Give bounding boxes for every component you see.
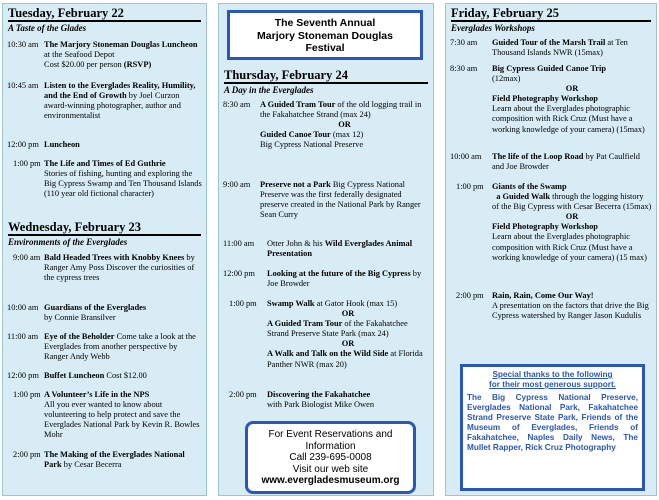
contact-phone: Call 239-695-0008 — [289, 452, 372, 463]
event-time: 7:30 am — [450, 38, 478, 47]
event-cost: Cost $20.00 per person — [44, 60, 124, 70]
event-capacity: (12max) — [492, 74, 521, 84]
event-time: 1:00 pm — [13, 159, 41, 168]
event-time: 10:00 am — [7, 303, 39, 312]
festival-title-box — [227, 10, 423, 60]
event-title: A Volunteer’s Life in the NPS — [44, 390, 150, 399]
or-divider: OR — [341, 339, 355, 349]
event-title: Rain, Rain, Come Our Way! — [492, 291, 594, 300]
thanks-heading-line: for their most generous support. — [489, 380, 616, 389]
event-title: The Life and Times of Ed Guthrie — [44, 159, 166, 168]
event-time: 11:00 am — [223, 239, 255, 248]
event-desc: at Florida Panther NWR (max 20) — [267, 349, 423, 369]
event-time: 10:00 am — [450, 152, 482, 161]
festival-title-line: Festival — [305, 42, 345, 54]
event-desc: Big Cypress National Preserve — [260, 140, 364, 150]
panel-tuesday-wednesday — [2, 3, 207, 496]
event-wed-1200 — [7, 371, 202, 381]
event-title: Guided Canoe Tour — [260, 130, 331, 140]
event-desc: by Connie Bransilver — [44, 313, 116, 323]
day-subtitle-wednesday: Environments of the Everglades — [8, 237, 128, 247]
event-wed-0100 — [7, 390, 202, 440]
event-title: Giants of the Swamp — [492, 182, 567, 191]
event-title: A Walk and Talk on the Wild Side — [267, 349, 389, 359]
thanks-heading-line: Special thanks to the following — [492, 370, 613, 379]
day-heading-tuesday: Tuesday, February 22 — [8, 4, 201, 22]
thanks-heading — [467, 370, 638, 390]
event-desc: Learn about the Everglades photographic composition with Rick Cruz (Must have a working knowledge of your camera) (15 max) — [492, 232, 647, 262]
event-tue-1045 — [7, 81, 202, 121]
event-thu-1100 — [223, 239, 429, 259]
day-heading-wednesday: Wednesday, February 23 — [8, 218, 201, 236]
event-desc: through the logging history of the Big Cypress with Cesar Becerra (15max) — [492, 192, 652, 212]
event-desc: Cost $12.00 — [104, 371, 147, 380]
event-desc: by Cesar Becerra — [61, 460, 122, 470]
event-title: Guardians of the Everglades — [44, 303, 147, 312]
event-desc: with Park Biologist Mike Owen — [267, 400, 375, 410]
event-time: 2:00 pm — [456, 291, 484, 300]
event-capacity: (max 24) — [340, 110, 371, 120]
event-desc: Come take a look at the Everglades from another perspective by Ranger Andy Webb — [44, 332, 196, 362]
event-thu-0900 — [223, 180, 429, 220]
website-link[interactable]: www.evergladesmuseum.org — [261, 475, 400, 486]
event-fri-0100 — [450, 182, 652, 263]
contact-info-box — [245, 421, 416, 494]
event-desc: at Ten Thousand Islands NWR (15max) — [492, 38, 628, 58]
festival-title-line: The Seventh Annual — [274, 17, 376, 29]
event-desc: by Pat Caulfield and Joe Browder — [492, 152, 640, 172]
event-fri-1000 — [450, 152, 652, 172]
event-title: The Marjory Stoneman Douglas Luncheon — [44, 40, 198, 49]
event-capacity: (max 12) — [330, 130, 364, 140]
event-time: 8:30 am — [223, 100, 251, 109]
event-desc: of the old logging trail in the Fakahatchee Strand — [260, 100, 422, 120]
event-wed-0900 — [7, 253, 202, 283]
sponsors-thanks-box — [460, 364, 645, 491]
event-desc: Learn about the Everglades photographic composition with Rick Cruz (Must have a working knowledge of your camera) (15max) — [492, 104, 645, 134]
contact-line: Information — [305, 440, 356, 452]
event-title: Listen to the Everglades Reality, Humility, and the End of Growth — [44, 81, 196, 101]
or-divider: OR — [341, 309, 355, 319]
event-time: 10:30 am — [7, 40, 39, 49]
or-divider: OR — [565, 212, 579, 222]
event-tue-1030 — [7, 40, 202, 70]
event-fri-0730 — [450, 38, 652, 58]
event-title: Big Cypress Guided Canoe Trip — [492, 64, 607, 73]
event-desc: Otter John & his — [267, 239, 325, 248]
event-desc: Big Cypress National Preserve was the first federally designated preserve created in the National Park by Ranger Sean Curry — [260, 180, 421, 220]
event-time: 1:00 pm — [229, 299, 257, 308]
event-desc: at the Seafood Depot — [44, 50, 115, 60]
event-wed-1000 — [7, 303, 202, 323]
event-time: 12:00 pm — [7, 140, 39, 149]
event-title: Swamp Walk — [267, 299, 315, 308]
event-wed-0200 — [7, 450, 202, 470]
event-wed-1100 — [7, 332, 202, 362]
event-title: Eye of the Beholder — [44, 332, 115, 341]
event-title: Luncheon — [44, 140, 80, 149]
event-title: Bald Headed Trees with Knobby Knees — [44, 253, 185, 262]
festival-title-line: Marjory Stoneman Douglas — [257, 29, 393, 42]
event-tue-0100 — [7, 159, 202, 199]
event-time: 1:00 pm — [456, 182, 484, 191]
or-divider: OR — [338, 120, 351, 130]
event-desc: All you ever wanted to know about volunteering to help protect and save the Everglades National Park by Kevin R. Bowles Mohr — [44, 400, 200, 440]
day-heading-thursday: Thursday, February 24 — [224, 66, 428, 84]
event-desc: of the Fakahatchee Strand Preserve State Park (max 24) — [267, 319, 408, 339]
event-time: 12:00 pm — [223, 269, 255, 278]
event-time: 9:00 am — [13, 253, 41, 262]
thursday-section — [219, 66, 433, 95]
event-fri-0200 — [450, 291, 652, 321]
event-desc: A presentation on the factors that drive the Big Cypress watershed by Ranger Jason Kudulis — [492, 301, 649, 321]
event-title: A Guided Tram Tour — [260, 100, 336, 109]
event-time: 1:00 pm — [13, 390, 41, 399]
event-thu-0200 — [223, 390, 429, 410]
event-title: Buffet Luncheon — [44, 371, 105, 380]
day-subtitle-tuesday: A Taste of the Glades — [8, 23, 87, 33]
event-thu-0830 — [223, 100, 429, 150]
event-fri-0830 — [450, 64, 652, 135]
event-title: a Guided Walk — [496, 192, 551, 202]
contact-line: Visit our web site — [292, 463, 369, 475]
event-time: 11:00 am — [7, 332, 39, 341]
event-title: A Guided Tram Tour — [267, 319, 343, 329]
event-desc: by Ranger Amy Poss Discover the curiosities of the cypress trees — [44, 253, 195, 283]
panel-friday — [445, 3, 657, 496]
event-time: 2:00 pm — [229, 390, 257, 399]
event-desc: at Gator Hook (max 15) — [314, 299, 398, 308]
event-time: 8:30 am — [450, 64, 478, 73]
event-title: Wild Everglades Animal Presentation — [267, 239, 413, 259]
event-time: 2:00 pm — [13, 450, 41, 459]
day-heading-friday: Friday, February 25 — [451, 4, 651, 22]
event-desc: by Joel Curzon award-winning photographer, author and environmentalist — [44, 91, 181, 121]
day-subtitle-friday: Everglades Workshops — [451, 23, 535, 33]
event-title: Field Photography Workshop — [492, 94, 598, 104]
or-divider: OR — [565, 84, 579, 94]
event-thu-0100 — [223, 299, 429, 370]
event-title: Looking at the future of the Big Cypress — [267, 269, 411, 278]
event-rsvp: (RSVP) — [123, 60, 152, 70]
wednesday-section — [3, 218, 206, 247]
event-tue-1200 — [7, 140, 202, 150]
event-time: 9:00 am — [223, 180, 251, 189]
event-title: Field Photography Workshop — [492, 222, 598, 232]
panel-thursday — [218, 3, 434, 496]
event-time: 10:45 am — [7, 81, 39, 90]
event-title: The Making of the Everglades National Park — [44, 450, 185, 470]
event-desc: Stories of fishing, hunting and exploring the Big Cypress Swamp and Ten Thousand Islands (110 year old fictional character) — [44, 169, 202, 199]
event-title: Discovering the Fakahatchee — [267, 390, 371, 399]
sponsors-list: The Big Cypress National Preserve, Everglades National Park, Fakahatchee Strand Preserve State Park, Friends of the Museum of Everglades, Friends of Fakahatchee, Naples Daily News, The Mullet Rapper, Rick Cruz Photography — [467, 393, 638, 452]
event-title: Guided Tour of the Marsh Trail — [492, 38, 606, 47]
event-title: Preserve not a Park — [260, 180, 331, 189]
event-desc: by Joe Browder — [267, 269, 422, 289]
event-thu-1200 — [223, 269, 429, 289]
event-title: The life of the Loop Road — [492, 152, 584, 161]
event-time: 12:00 pm — [7, 371, 39, 380]
contact-line: For Event Reservations and — [268, 429, 393, 440]
day-subtitle-thursday: A Day in the Everglades — [224, 85, 314, 95]
